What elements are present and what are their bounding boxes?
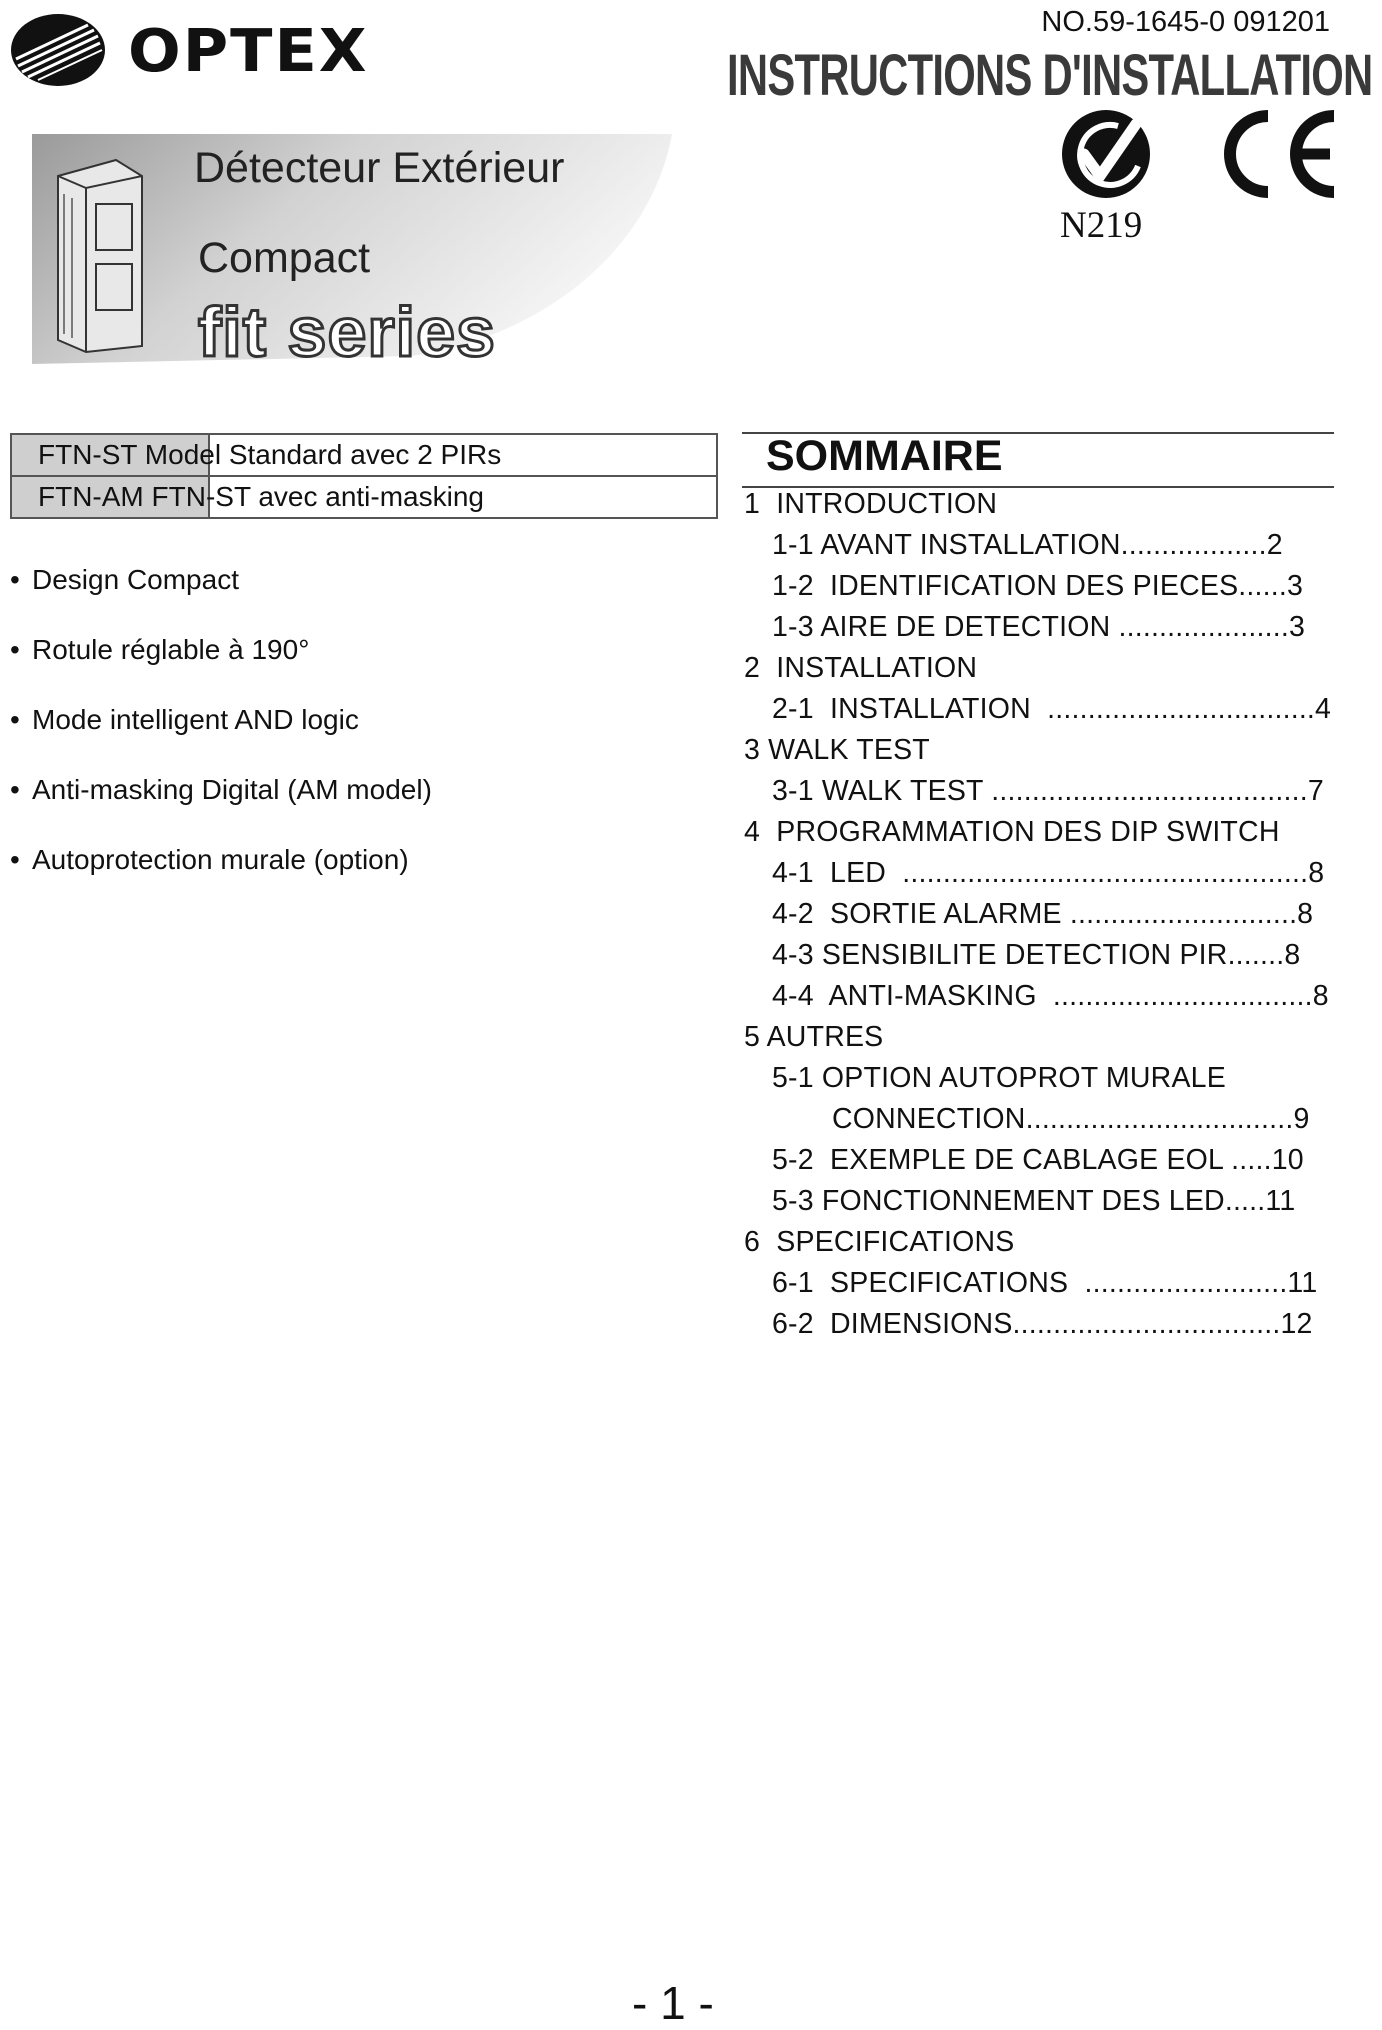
toc-entry[interactable]: 4-1 LED ..................................................8 xyxy=(772,857,1325,889)
product-name-line2: Compact xyxy=(198,234,371,282)
toc-entry[interactable]: 1-3 AIRE DE DETECTION .....................3 xyxy=(772,611,1306,643)
model-row xyxy=(12,475,716,517)
optex-logo-icon xyxy=(8,10,108,90)
feature-item xyxy=(10,562,710,632)
bullet: • xyxy=(10,704,20,735)
model-description: FTN-AM FTN-ST avec anti-masking xyxy=(38,481,484,512)
model-description: FTN-ST Model Standard avec 2 PIRs xyxy=(38,439,502,470)
product-name-line1: Détecteur Extérieur xyxy=(194,144,565,192)
toc-section[interactable]: 2 INSTALLATION xyxy=(744,652,978,684)
certification-code: N219 xyxy=(1060,205,1143,246)
feature-item xyxy=(10,632,710,702)
feature-text: Mode intelligent AND logic xyxy=(32,704,359,735)
page-number: - 1 - xyxy=(632,1977,714,2029)
toc-section[interactable]: 4 PROGRAMMATION DES DIP SWITCH xyxy=(744,816,1280,848)
toc-entry[interactable]: 3-1 WALK TEST .......................................7 xyxy=(772,775,1324,807)
feature-text: Autoprotection murale (option) xyxy=(32,844,409,875)
document-number: NO.59-1645-0 091201 xyxy=(1041,6,1330,38)
bullet: • xyxy=(10,774,20,805)
toc-entry[interactable]: 6-1 SPECIFICATIONS .........................11 xyxy=(772,1267,1318,1299)
bullet: • xyxy=(10,564,20,595)
toc-entry[interactable]: 6-2 DIMENSIONS.................................12 xyxy=(772,1308,1313,1340)
brand-name: OPTEX xyxy=(128,15,369,86)
toc-entry[interactable]: 4-2 SORTIE ALARME ............................8 xyxy=(772,898,1314,930)
toc-entry[interactable]: 5-3 FONCTIONNEMENT DES LED.....11 xyxy=(772,1185,1296,1217)
toc-entry[interactable]: 5-1 OPTION AUTOPROT MURALE xyxy=(772,1062,1226,1094)
feature-text: Anti-masking Digital (AM model) xyxy=(32,774,432,805)
toc-section[interactable]: 1 INTRODUCTION xyxy=(744,488,998,520)
toc-section[interactable]: 6 SPECIFICATIONS xyxy=(744,1226,1015,1258)
toc-entry[interactable]: 1-2 IDENTIFICATION DES PIECES......3 xyxy=(772,570,1304,602)
toc-entry[interactable]: 2-1 INSTALLATION .................................4 xyxy=(772,693,1332,725)
feature-list xyxy=(10,562,710,912)
toc-entry[interactable]: 1-1 AVANT INSTALLATION..................2 xyxy=(772,529,1283,561)
feature-item xyxy=(10,772,710,842)
toc-section[interactable]: 5 AUTRES xyxy=(744,1021,884,1053)
toc-entry[interactable]: 5-2 EXEMPLE DE CABLAGE EOL .....10 xyxy=(772,1144,1304,1176)
toc-title: SOMMAIRE xyxy=(766,432,1003,480)
ce-mark-icon xyxy=(1212,106,1340,202)
model-table xyxy=(10,433,718,519)
document-title: INSTRUCTIONS D'INSTALLATION xyxy=(726,43,1372,108)
toc-section[interactable]: 3 WALK TEST xyxy=(744,734,930,766)
toc-entry[interactable]: 4-4 ANTI-MASKING ................................8 xyxy=(772,980,1329,1012)
bullet: • xyxy=(10,634,20,665)
toc-entry[interactable]: 4-3 SENSIBILITE DETECTION PIR.......8 xyxy=(772,939,1301,971)
detector-product-image xyxy=(46,154,156,354)
model-row xyxy=(12,435,716,475)
c-tick-certification-icon xyxy=(1058,106,1158,202)
feature-text: Design Compact xyxy=(32,564,239,595)
product-series: fit series xyxy=(198,293,496,371)
bullet: • xyxy=(10,844,20,875)
feature-item xyxy=(10,842,710,912)
feature-item xyxy=(10,702,710,772)
toc-entry-continuation[interactable]: CONNECTION.................................9 xyxy=(832,1103,1310,1135)
brand-logo xyxy=(8,10,388,90)
feature-text: Rotule réglable à 190° xyxy=(32,634,310,665)
product-banner xyxy=(32,134,682,371)
